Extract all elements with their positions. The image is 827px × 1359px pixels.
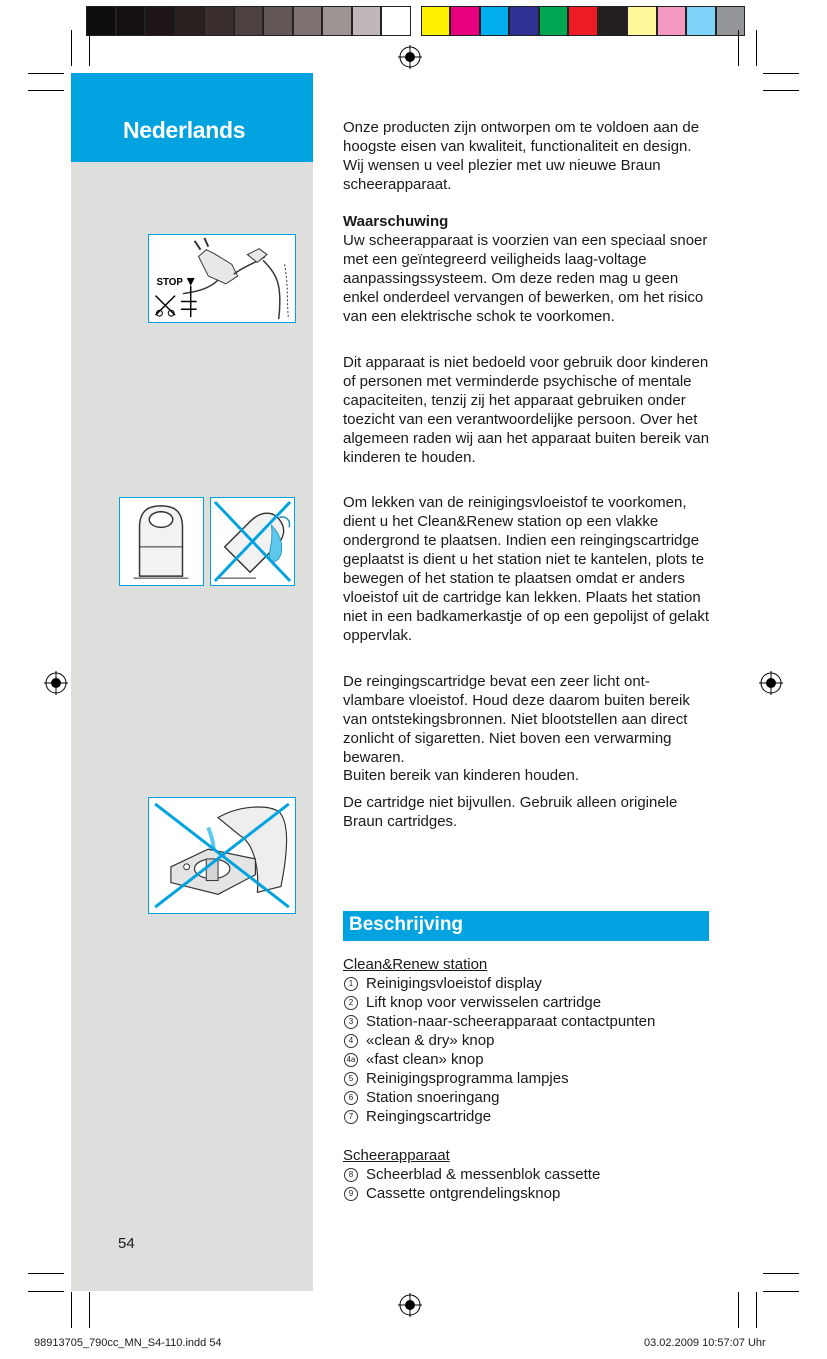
list-item — [343, 1107, 711, 1126]
list-item — [343, 993, 711, 1012]
item-label: Reinigingsvloeistof display — [366, 975, 542, 992]
color-swatch — [686, 6, 716, 36]
crop-mark — [28, 1273, 64, 1274]
warning-paragraph: Uw scheerapparaat is voorzien van een speciaal snoer met een geïntegreerd veiligheids laag-voltage aanpassingssysteem. Om deze reden mag u geen enkel onderdeel vervangen of bewerken, om het risico van een elektrische schok te voorkomen. — [343, 232, 708, 325]
color-swatch — [234, 6, 264, 36]
section-title: Beschrijving — [349, 914, 464, 935]
item-label: Station-naar-scheerapparaat contactpunten — [366, 1013, 656, 1030]
item-label: Lift knop voor verwisselen cartridge — [366, 994, 602, 1011]
item-number-badge: 5 — [344, 1072, 358, 1086]
color-swatch — [509, 6, 539, 36]
page-number: 54 — [118, 1235, 135, 1252]
flammable-paragraph: De reingingscartridge bevat een zeer licht ont-vlambare vloeistof. Houd deze daarom buiten bereik van ontstekingsbronnen. Niet blootstellen aan direct zonlicht of sigaretten. Niet boven een verwarming bewaren. — [343, 673, 690, 766]
crop-mark — [28, 90, 64, 91]
crop-mark — [89, 30, 90, 66]
crop-mark — [71, 1292, 72, 1328]
warning-heading: Waarschuwing — [343, 213, 449, 230]
shaver-heading: Scheerapparaat — [343, 1147, 450, 1164]
color-swatch — [352, 6, 382, 36]
crop-mark — [28, 73, 64, 74]
item-number-badge: 4a — [344, 1053, 358, 1067]
leak-paragraph: Om lekken van de reinigingsvloeistof te voorkomen, dient u het Clean&Renew station op een vlakke ondergrond te plaatsen. Indien een reingingscartridge geplaatst is dient u het station niet te kantelen, plots te bewegen of het station te plaatsen omdat er anders vloeistof uit de cartridge kan lekken. Plaats het station niet in een badkamerkastje of op een gepolijst of gelakt oppervlak. — [343, 494, 710, 644]
list-item — [343, 1012, 711, 1031]
crop-mark — [28, 1291, 64, 1292]
color-swatch — [145, 6, 175, 36]
refill-prohibited-illustration — [148, 797, 296, 914]
list-item — [343, 974, 711, 993]
registration-mark-icon — [759, 671, 783, 695]
refill-paragraph: De cartridge niet bijvullen. Gebruik alleen originele Braun cartridges. — [343, 794, 678, 830]
cartridge-upright-illustration — [119, 497, 204, 586]
item-label: Scheerblad & messenblok cassette — [366, 1166, 601, 1183]
registration-mark-icon — [398, 45, 422, 69]
station-parts-list — [343, 955, 711, 1126]
color-swatch — [263, 6, 293, 36]
color-swatch — [175, 6, 205, 36]
color-swatch — [293, 6, 323, 36]
swatch-gap — [411, 6, 421, 36]
color-swatch — [539, 6, 569, 36]
item-label: Reinigingsprogramma lampjes — [366, 1070, 569, 1087]
item-label: Station snoeringang — [366, 1089, 500, 1106]
item-label: Reingingscartridge — [366, 1108, 492, 1125]
list-item — [343, 1031, 711, 1050]
color-control-bar — [86, 6, 745, 36]
crop-mark — [763, 90, 799, 91]
shaver-parts-list — [343, 1146, 711, 1203]
crop-mark — [763, 73, 799, 74]
list-item — [343, 1088, 711, 1107]
children-reach-line: Buiten bereik van kinderen houden. — [343, 767, 580, 784]
item-number-badge: 8 — [344, 1168, 358, 1182]
item-number-badge: 6 — [344, 1091, 358, 1105]
color-swatch — [568, 6, 598, 36]
color-swatch — [450, 6, 480, 36]
color-swatch — [116, 6, 146, 36]
footer-timestamp: 03.02.2009 10:57:07 Uhr — [644, 1337, 766, 1349]
item-label: Cassette ontgrendelingsknop — [366, 1185, 561, 1202]
plug-warning-illustration — [148, 234, 296, 323]
stop-label: STOP — [156, 276, 183, 288]
item-label: «clean & dry» knop — [366, 1032, 495, 1049]
color-swatch — [627, 6, 657, 36]
color-swatch — [657, 6, 687, 36]
children-paragraph: Dit apparaat is niet bedoeld voor gebruik door kinderen of personen met verminderde psychische of mentale capaciteiten, tenzij zij het apparaat gebruiken onder toezicht van een verantwoordelijke persoon. Over het algemeen raden wij aan het apparaat buiten bereik van kinderen te houden. — [343, 354, 710, 466]
item-number-badge: 3 — [344, 1015, 358, 1029]
crop-mark — [763, 1291, 799, 1292]
list-item — [343, 1165, 711, 1184]
page-title: Nederlands — [123, 117, 246, 143]
item-number-badge: 1 — [344, 977, 358, 991]
item-label: «fast clean» knop — [366, 1051, 484, 1068]
crop-mark — [89, 1292, 90, 1328]
cartridge-tilted-illustration — [210, 497, 295, 586]
item-number-badge: 7 — [344, 1110, 358, 1124]
crop-mark — [738, 30, 739, 66]
list-item — [343, 1184, 711, 1203]
color-swatch — [322, 6, 352, 36]
item-number-badge: 2 — [344, 996, 358, 1010]
item-number-badge: 4 — [344, 1034, 358, 1048]
section-header — [343, 911, 709, 941]
item-number-badge: 9 — [344, 1187, 358, 1201]
color-swatch — [716, 6, 746, 36]
color-swatch — [480, 6, 510, 36]
color-swatch — [381, 6, 411, 36]
crop-mark — [756, 1292, 757, 1328]
color-swatch — [204, 6, 234, 36]
color-swatch — [598, 6, 628, 36]
station-heading: Clean&Renew station — [343, 956, 488, 973]
list-item — [343, 1050, 711, 1069]
list-item — [343, 1069, 711, 1088]
registration-mark-icon — [398, 1293, 422, 1317]
color-swatch — [86, 6, 116, 36]
crop-mark — [756, 30, 757, 66]
color-swatch — [421, 6, 451, 36]
crop-mark — [763, 1273, 799, 1274]
crop-mark — [738, 1292, 739, 1328]
footer-filename: 98913705_790cc_MN_S4-110.indd 54 — [34, 1337, 222, 1349]
registration-mark-icon — [44, 671, 68, 695]
intro-paragraph: Onze producten zijn ontworpen om te voldoen aan de hoogste eisen van kwaliteit, functionaliteit en design. Wij wensen u veel plezier met uw nieuwe Braun scheerapparaat. — [343, 119, 700, 193]
language-title-box — [71, 73, 313, 162]
crop-mark — [71, 30, 72, 66]
